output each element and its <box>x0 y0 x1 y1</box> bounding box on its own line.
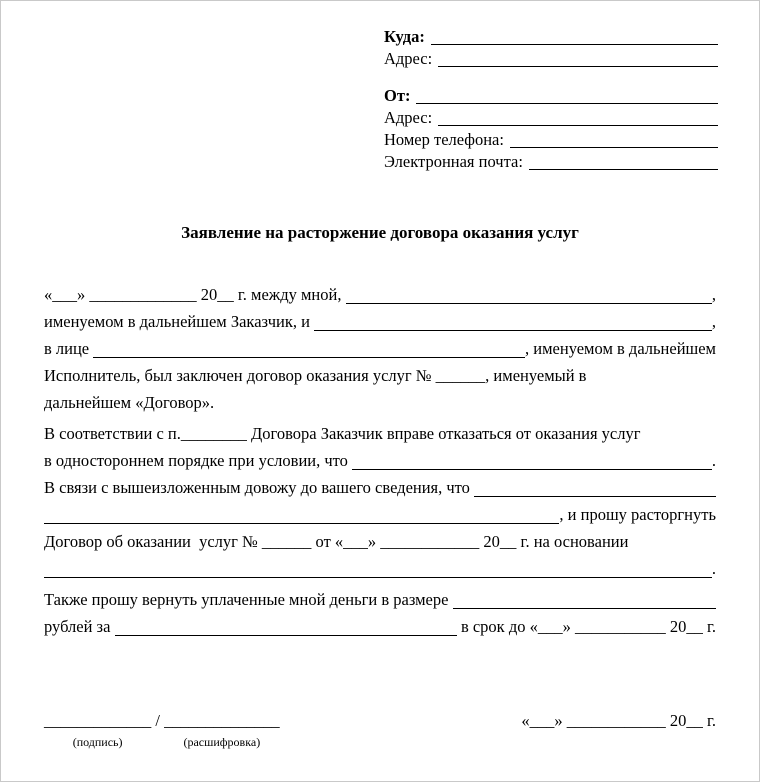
form-text: В соответствии с п.________ Договора Заказчик вправе отказаться от оказания услуг <box>44 424 641 443</box>
signature-caption: (подпись) <box>72 735 123 749</box>
form-text: в срок до «___» ___________ 20__ г. <box>456 617 716 636</box>
form-line <box>44 308 716 335</box>
signature-date-line: «___» ____________ 20__ г. <box>521 711 716 730</box>
form-text: в лице <box>44 339 94 358</box>
form-line <box>44 389 716 416</box>
signature-block <box>44 707 716 749</box>
form-line <box>44 613 716 640</box>
form-line <box>44 528 716 555</box>
signature-blank-line: _____________ <box>44 711 152 730</box>
form-text: именуемом в дальнейшем Заказчик, и <box>44 312 315 331</box>
form-line <box>44 555 716 582</box>
to-address-blank-line <box>438 48 718 67</box>
form-line <box>44 447 716 474</box>
form-text: в одностороннем порядке при условии, что <box>44 451 353 470</box>
header-line-from-address <box>384 107 718 129</box>
form-text: Договор об оказании услуг № ______ от «___» ____________ 20__ г. на основании <box>44 532 629 551</box>
from-address-label: Адрес: <box>384 108 433 127</box>
form-line <box>44 335 716 362</box>
email-blank-line <box>529 151 718 170</box>
blank-underline <box>474 474 716 497</box>
form-line <box>44 586 716 613</box>
blank-underline <box>346 281 712 304</box>
form-text: Также прошу вернуть уплаченные мной деньги в размере <box>44 590 453 609</box>
from-label: От: <box>384 86 411 105</box>
phone-label: Номер телефона: <box>384 130 504 149</box>
form-text: , <box>711 285 716 304</box>
from-address-blank-line <box>438 107 718 126</box>
form-text: дальнейшем «Договор». <box>44 393 215 412</box>
form-text: Исполнитель, был заключен договор оказания услуг № ______, именуемый в <box>44 366 587 385</box>
form-line <box>44 474 716 501</box>
document-body <box>44 281 716 640</box>
form-line <box>44 281 716 308</box>
blank-underline <box>44 555 712 578</box>
name-blank-line: ______________ <box>164 711 280 730</box>
blank-underline <box>314 308 712 331</box>
header-line-from <box>384 85 718 107</box>
to-label: Куда: <box>384 27 425 46</box>
form-text: , <box>711 312 716 331</box>
form-text: , именуемом в дальнейшем <box>525 339 716 358</box>
form-line <box>44 420 716 447</box>
header-spacer <box>384 70 718 85</box>
form-text: рублей за <box>44 617 115 636</box>
to-blank-line <box>431 26 718 45</box>
form-line <box>44 501 716 528</box>
signature-left <box>44 707 280 749</box>
recipient-sender-block <box>384 26 718 173</box>
to-address-label: Адрес: <box>384 49 433 68</box>
blank-underline <box>352 447 712 470</box>
signature-separator: / <box>151 711 165 730</box>
blank-underline <box>453 586 716 609</box>
name-column <box>164 707 280 749</box>
header-line-to <box>384 26 718 48</box>
form-text: «___» _____________ 20__ г. между мной, <box>44 285 346 304</box>
header-line-phone <box>384 129 718 151</box>
header-line-to-address <box>384 48 718 70</box>
phone-blank-line <box>510 129 718 148</box>
form-text: . <box>711 559 716 578</box>
form-text: В связи с вышеизложенным довожу до вашего сведения, что <box>44 478 475 497</box>
email-label: Электронная почта: <box>384 152 523 171</box>
blank-underline <box>93 335 525 358</box>
from-blank-line <box>416 85 718 104</box>
name-caption: (расшифровка) <box>183 735 261 749</box>
blank-underline <box>115 613 457 636</box>
blank-underline <box>44 501 559 524</box>
form-line <box>44 362 716 389</box>
document-title: Заявление на расторжение договора оказания услуг <box>181 223 579 242</box>
form-text: , и прошу расторгнуть <box>559 505 716 524</box>
signature-column <box>44 707 151 749</box>
form-text: . <box>711 451 716 470</box>
header-line-email <box>384 151 718 173</box>
